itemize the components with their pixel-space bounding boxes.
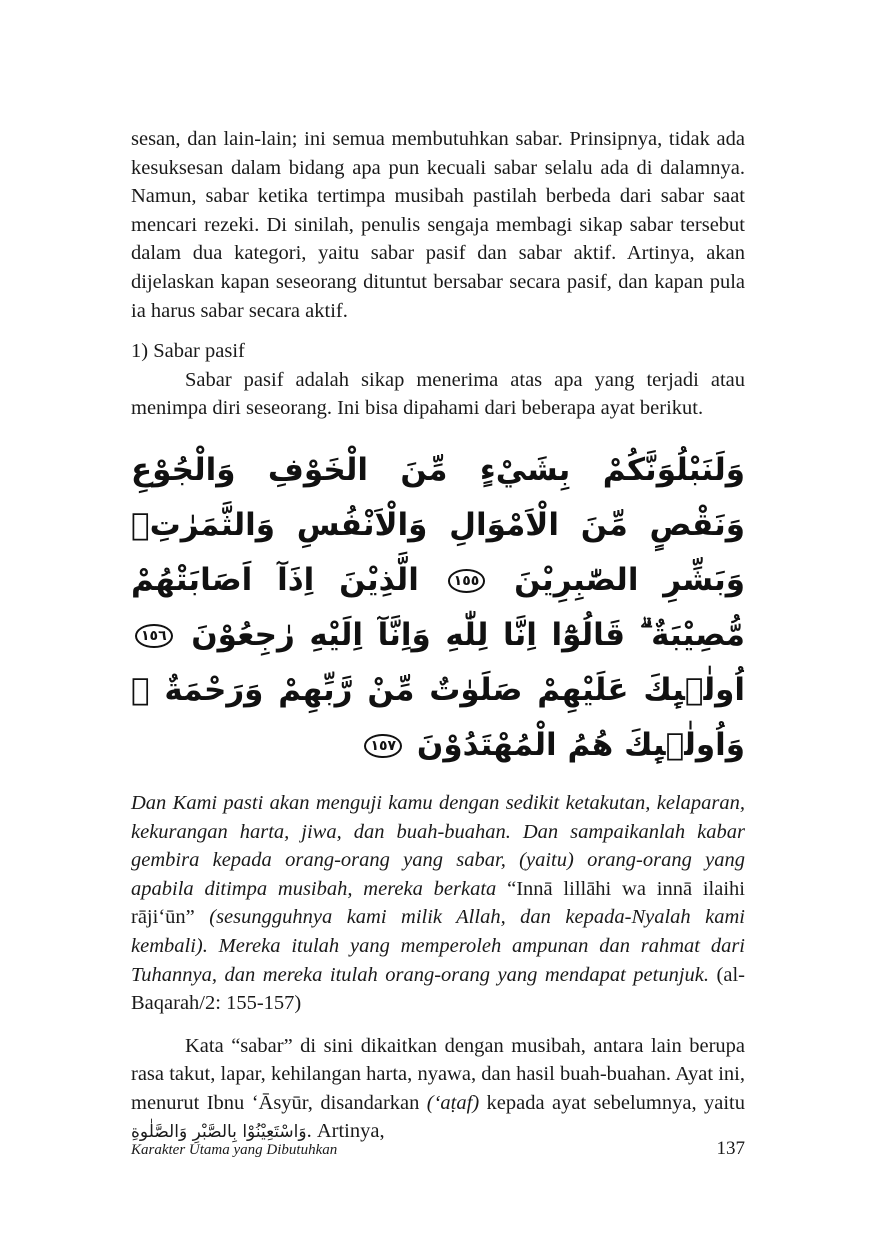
para3-text-2: kepada ayat sebelumnya, yaitu [479, 1091, 745, 1114]
paragraph-intro: sesan, dan lain-lain; ini semua membutuhkan sabar. Prinsipnya, tidak ada kesuksesan dalam bidang apa pun kecuali sabar selalu ada di dalamnya. Namun, sabar ketika tertimpa musibah pastilah berbeda dari sabar saat mencari rezeki. Di sinilah, penulis sengaja membagi sikap sabar tersebut dalam dua kategori, yaitu sabar pasif dan sabar aktif. Artinya, akan dijelaskan kapan seseorang dituntut bersabar secara pasif, dan kapan pula ia harus sabar secara aktif. [131, 128, 745, 322]
verse-156: الَّذِيْنَ اِذَآ اَصَابَتْهُمْ مُّصِيْبَةٌ ۗ قَالُوْٓا اِنَّا لِلّٰهِ وَاِنَّآ اِلَيْهِ رٰجِعُوْنَ [131, 561, 745, 653]
section-heading: 1) Sabar pasif [131, 340, 245, 363]
page-footer [131, 1138, 745, 1160]
ayah-number-155: ١٥٥ [448, 569, 486, 593]
translation-quote: “Innā lillāhi wa innā ilaihi rāji‘ūn” [131, 877, 745, 929]
page-number: 137 [716, 1138, 745, 1159]
para3-text-3: . Artinya, [306, 1120, 385, 1143]
translation-part-2: (sesungguhnya kami milik Allah, dan kepada-Nyalah kami kembali). Mereka itulah yang memperoleh ampunan dan rahmat dari Tuhannya, dan mereka itulah orang-orang yang mendapat petunjuk. [131, 906, 745, 986]
verse-157: اُولٰۤىِٕكَ عَلَيْهِمْ صَلَوٰتٌ مِّنْ رَّبِّهِمْ وَرَحْمَةٌ ۗ وَاُولٰۤىِٕكَ هُمُ الْمُهْتَدُوْنَ [131, 671, 745, 763]
para3-term: (‘aṭaf) [426, 1091, 480, 1114]
paragraph-sabar-pasif: Sabar pasif adalah sikap menerima atas apa yang terjadi atau menimpa diri seseorang. Ini bisa dipahami dari beberapa ayat berikut. [131, 368, 745, 420]
para3-arabic-phrase: وَاسْتَعِيْنُوْا بِالصَّبْرِ وَالصَّلٰوةِ [131, 1122, 307, 1143]
footer-book-title: Karakter Utama yang Dibutuhkan [131, 1142, 338, 1158]
page-body [131, 125, 745, 1147]
verse-155: وَلَنَبْلُوَنَّكُمْ بِشَيْءٍ مِّنَ الْخَوْفِ وَالْجُوْعِ وَنَقْصٍ مِّنَ الْاَمْوَالِ وَالْاَنْفُسِ وَالثَّمَرٰتِۗ وَبَشِّرِ الصّٰبِرِيْنَ [131, 451, 746, 598]
ayah-number-156: ١٥٦ [135, 624, 173, 648]
paragraph-kata-sabar [131, 1032, 745, 1147]
ayah-number-157: ١٥٧ [364, 734, 402, 758]
translation-part-1: Dan Kami pasti akan menguji kamu dengan sedikit ketakutan, kelaparan, kekurangan harta, jiwa, dan buah-buahan. Dan sampaikanlah kabar gembira kepada orang-orang yang sabar, (yaitu) orang-orang yang apabila ditimpa musibah, mereka berkata [131, 791, 745, 900]
verse-reference: (al-Baqarah/2: 155-157) [131, 963, 746, 1015]
para3-text-1: Kata “sabar” di sini dikaitkan dengan musibah, antara lain berupa rasa takut, lapar, kehilangan harta, nyawa, dan hasil buah-buahan. Ayat ini, menurut Ibnu ‘Āsyūr, disandarkan [131, 1034, 745, 1114]
quran-verse-block [131, 443, 745, 773]
verse-translation [131, 789, 745, 1018]
